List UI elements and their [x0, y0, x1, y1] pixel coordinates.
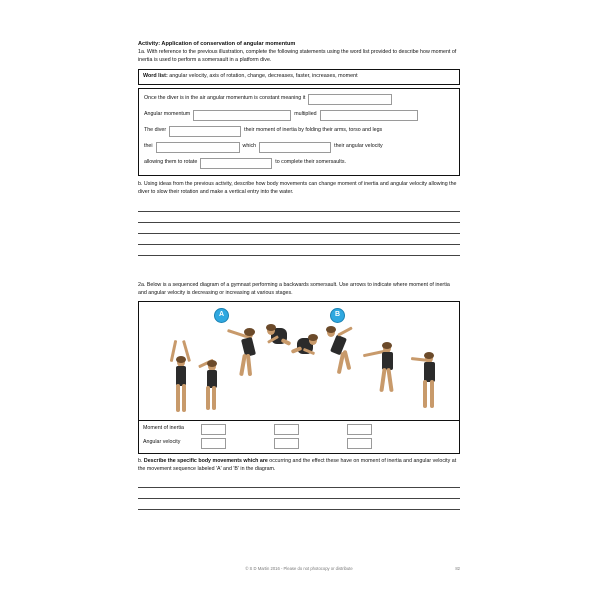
marker-b: B	[330, 308, 345, 323]
table-row	[143, 438, 455, 449]
page-title: Activity: Application of conservation of angular momentum	[138, 41, 296, 47]
table-cell[interactable]	[347, 424, 372, 435]
answer-line[interactable]	[138, 245, 460, 256]
row-label-moment-of-inertia: Moment of inertia	[143, 425, 184, 432]
gymnast-pose-7	[363, 334, 407, 394]
gymnast-sequence-figure	[138, 301, 460, 454]
table-cell[interactable]	[201, 438, 226, 449]
cloze-line-2	[144, 110, 454, 121]
answer-line[interactable]	[138, 488, 460, 499]
table-cell[interactable]	[274, 424, 299, 435]
cloze-line-1-text: Once the diver is in the air angular momentum is constant meaning it	[144, 95, 306, 102]
gymnast-pose-5	[289, 332, 323, 372]
answer-line[interactable]	[138, 499, 460, 510]
cloze-line-3	[144, 126, 454, 137]
cloze-line-3-text-b: their moment of inertia by folding their arms, torso and legs	[244, 127, 383, 134]
row-cells	[201, 424, 455, 435]
answer-line[interactable]	[138, 477, 460, 488]
question-1a-intro: 1a. With reference to the previous illustration, complete the following statements using the word list provided to describe how moment of inertia is used to perform a somersault in a platform dive.	[138, 49, 457, 64]
cloze-input-1[interactable]	[308, 94, 392, 105]
word-list-words: angular velocity, axis of rotation, change, decreases, faster, increases, moment	[169, 72, 358, 79]
cloze-line-2-text-b: multiplied	[294, 111, 317, 118]
marker-a: A	[214, 308, 229, 323]
table-cell[interactable]	[201, 424, 226, 435]
answer-line[interactable]	[138, 223, 460, 234]
cloze-line-4-text-c: their angular velocity	[334, 143, 383, 150]
cloze-line-4-text-a: thei	[144, 143, 153, 150]
cloze-input-5[interactable]	[200, 158, 272, 169]
cloze-line-5	[144, 158, 454, 169]
question-1b-text: b. Using ideas from the previous activity, describe how body movements can change moment of inertia and angular velocity allowing the diver to slow their rotation and make a vertical entry into the water.	[138, 180, 457, 195]
word-list-box	[138, 69, 460, 85]
page-number: 82	[455, 566, 460, 571]
word-list-label: Word list:	[143, 72, 168, 79]
answer-lines-2b	[138, 477, 460, 510]
page-footer	[138, 566, 460, 571]
gymnast-sequence-image	[139, 302, 459, 420]
cloze-line-4-text-b: which	[242, 143, 257, 150]
cloze-input-2a[interactable]	[193, 110, 291, 121]
answer-line[interactable]	[138, 234, 460, 245]
footer-copyright: © S D Martin 2016 - Please do not photocopy or distribute	[245, 566, 353, 571]
figure-answer-table	[139, 420, 459, 453]
row-cells	[201, 438, 455, 449]
cloze-line-4	[144, 142, 454, 153]
cloze-line-5-text-a: allowing them to rotate	[144, 159, 198, 166]
cloze-line-1	[144, 94, 454, 105]
cloze-input-2b[interactable]	[320, 110, 418, 121]
cloze-input-3[interactable]	[169, 126, 241, 137]
spacer	[138, 256, 460, 278]
cloze-input-4a[interactable]	[156, 142, 240, 153]
cloze-line-3-text-a: The diver	[144, 127, 167, 134]
answer-line[interactable]	[138, 201, 460, 212]
question-2b-rest: occurring and the effect these have on moment of inertia and angular velocity at the movement sequence labeled 'A' and 'B' in the diagram.	[138, 457, 457, 472]
row-label-angular-velocity: Angular velocity	[143, 439, 181, 446]
answer-line[interactable]	[138, 212, 460, 223]
table-cell[interactable]	[274, 438, 299, 449]
question-2b-bold: Describe the specific body movements which are	[143, 457, 268, 464]
cloze-line-5-text-b: to complete their somersaults.	[275, 159, 346, 166]
question-2b-text	[138, 458, 460, 474]
gymnast-pose-6	[321, 324, 361, 380]
gymnast-pose-3	[227, 328, 267, 388]
cloze-line-2-text-a: Angular momentum	[144, 111, 191, 118]
cloze-input-4b[interactable]	[259, 142, 331, 153]
gymnast-pose-8	[411, 348, 447, 416]
gymnast-pose-2	[196, 354, 230, 416]
question-2a-text: 2a. Below is a sequenced diagram of a gymnast performing a backwards somersault. Use arrows to indicate where moment of inertia and angular velocity is decreasing or increasing at various stages.	[138, 281, 450, 296]
worksheet-sheet	[138, 40, 460, 510]
question-2b-lead: b.	[138, 457, 144, 464]
table-cell[interactable]	[347, 438, 372, 449]
answer-lines-1b	[138, 201, 460, 256]
table-row	[143, 424, 455, 435]
cloze-answer-box	[138, 88, 460, 176]
